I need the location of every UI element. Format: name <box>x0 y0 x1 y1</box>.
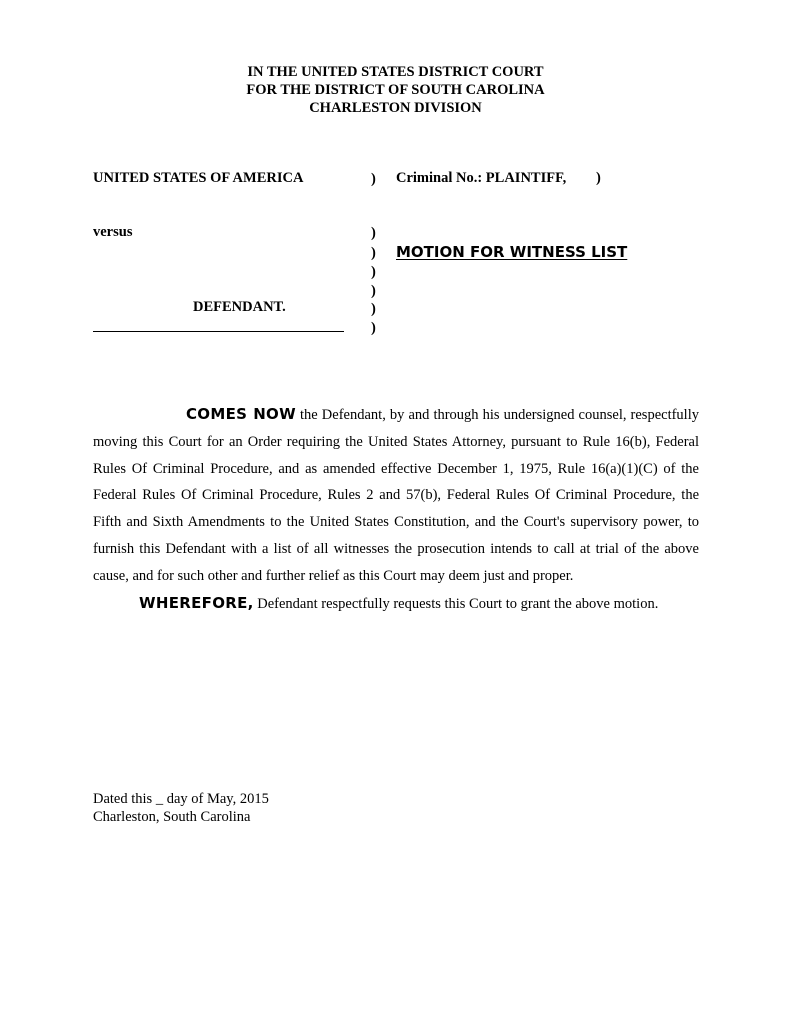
wherefore-lead: WHEREFORE, <box>139 593 254 612</box>
comes-now-text: the Defendant, by and through his undersigned counsel, respectfully moving this Court for an Order requiring the United States Attorney, pursuant to Rule 16(b), Federal Rules Of Criminal Procedure, and as amended effective December 1, 1975, Rule 16(a)(1)(C) of the Federal Rules Of Criminal Procedure, Rules 2 and 57(b), Federal Rules Of Criminal Procedure, the Fifth and Sixth Amendments to the United States Constitution, and the Court's supervisory power, to furnish this Defendant with a list of all witnesses the prosecution intends to call at trial of the above cause, and for such other and further relief as this Court may deem just and proper. <box>93 407 699 584</box>
body-paragraph-wherefore <box>93 590 699 618</box>
caption-paren: ) <box>371 320 376 336</box>
wherefore-text: Defendant respectfully requests this Court to grant the above motion. <box>253 595 659 612</box>
caption-paren: ) <box>371 301 376 317</box>
caption-paren: ) <box>371 171 376 187</box>
caption-paren: ) <box>371 245 376 261</box>
case-number-paren: ) <box>596 170 601 186</box>
comes-now-lead: COMES NOW <box>186 405 296 423</box>
caption-paren: ) <box>371 225 376 241</box>
motion-body <box>93 401 699 617</box>
court-header <box>0 63 791 117</box>
location-line: Charleston, South Carolina <box>93 809 251 825</box>
body-paragraph-comes-now <box>93 401 699 590</box>
court-name: IN THE UNITED STATES DISTRICT COURT <box>247 64 544 80</box>
motion-title: MOTION FOR WITNESS LIST <box>396 243 628 261</box>
dated-line: Dated this _ day of May, 2015 <box>93 791 269 807</box>
defendant-label: DEFENDANT. <box>193 299 286 315</box>
case-number: Criminal No.: PLAINTIFF, <box>396 170 567 186</box>
date-block <box>93 790 269 826</box>
division-name: CHARLESTON DIVISION <box>309 100 482 116</box>
caption-paren: ) <box>371 264 376 280</box>
plaintiff-name: UNITED STATES OF AMERICA <box>93 170 304 186</box>
caption-paren: ) <box>371 283 376 299</box>
district-name: FOR THE DISTRICT OF SOUTH CAROLINA <box>246 82 545 98</box>
caption-underline <box>93 331 344 332</box>
versus-label: versus <box>93 224 133 240</box>
